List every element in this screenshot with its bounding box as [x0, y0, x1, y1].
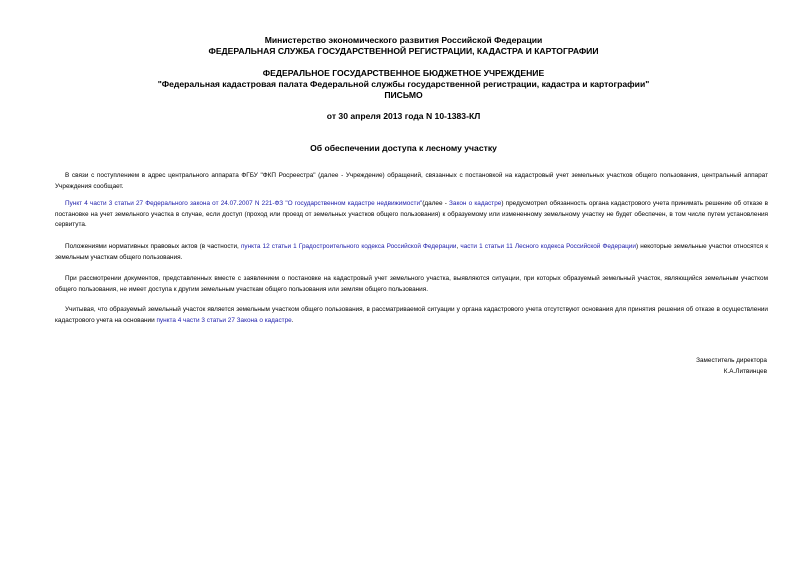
law-221-fz-link[interactable]: Пункт 4 части 3 статьи 27 Федерального закона от 24.07.2007 N 221-ФЗ "О государственном кадастре недвижимости"	[65, 200, 423, 207]
date-number-heading: от 30 апреля 2013 года N 10-1383-КЛ	[326, 111, 481, 121]
paragraph-2-text-1: (далее -	[422, 200, 450, 207]
paragraph-3-text-1: Положениями нормативных правовых актов (в частности,	[65, 243, 241, 250]
paragraph-5-text-2: .	[291, 316, 294, 324]
cadastre-law-article-link[interactable]: пункта 4 части 3 статьи 27 Закона о кадастре	[156, 316, 292, 324]
service-heading: ФЕДЕРАЛЬНАЯ СЛУЖБА ГОСУДАРСТВЕННОЙ РЕГИСТРАЦИИ, КАДАСТРА И КАРТОГРАФИИ	[208, 46, 599, 56]
signature-position: Заместитель директора	[696, 357, 767, 364]
paragraph-2	[55, 199, 768, 231]
cadastre-law-link[interactable]: Закон о кадастре	[449, 200, 502, 207]
urban-code-link[interactable]: пункта 12 статьи 1 Градостроительного кодекса Российской Федерации	[240, 243, 457, 250]
doc-type-heading: ПИСЬМО	[384, 90, 423, 100]
ministry-heading: Министерство экономического развития Российской Федерации	[264, 35, 543, 45]
paragraph-3-text-3: ) некоторые земельные участки относятся к земельным участкам общего пользования.	[55, 243, 768, 261]
forest-code-link[interactable]: части 1 статьи 11 Лесного кодекса Российской Федерации	[460, 243, 636, 250]
paragraph-4: При рассмотрении документов, представленных вместе с заявлением о постановке на кадастровый учет земельного участка, выявляются ситуации, при которых образуемый земельный участок, являющийся земельным участком общего пользования, не имеет доступа к другим земельным участкам общего пользования или землям общего пользования.	[55, 275, 768, 293]
paragraph-5	[55, 305, 768, 326]
paragraph-3-text-2: ,	[456, 243, 461, 250]
paragraph-2-text-2: ) предусмотрел обязанность органа кадастрового учета принимать решение об отказе в постановке на учет земельного участка в случае, если доступ (проход или проезд от земельных участков общего пользования) к образуемому или измененному земельному участку не будет обеспечен, в том числе путем установления сервитута.	[55, 200, 769, 228]
paragraph-5-text-1: Учитывая, что образуемый земельный участок является земельным участком общего пользования, в рассматриваемой ситуации у органа кадастрового учета отсутствуют основания для принятия решения об отказе в осуществлении кадастрового учета на основании	[55, 306, 768, 324]
paragraph-3	[55, 242, 768, 263]
paragraph-1: В связи с поступлением в адрес центрального аппарата ФГБУ "ФКП Росреестра" (далее - Учреждение) обращений, связанных с постановкой на кадастровый учет земельных участков общего пользования, центральный аппарат Учреждения сообщает.	[55, 172, 768, 190]
chamber-heading: "Федеральная кадастровая палата Федеральной службы государственной регистрации, кадастра и картографии"	[157, 79, 650, 89]
institution-heading: ФЕДЕРАЛЬНОЕ ГОСУДАРСТВЕННОЕ БЮДЖЕТНОЕ УЧРЕЖДЕНИЕ	[262, 68, 545, 78]
signature-name: К.А.Литвинцев	[723, 368, 767, 375]
subject-heading: Об обеспечении доступа к лесному участку	[310, 143, 497, 153]
